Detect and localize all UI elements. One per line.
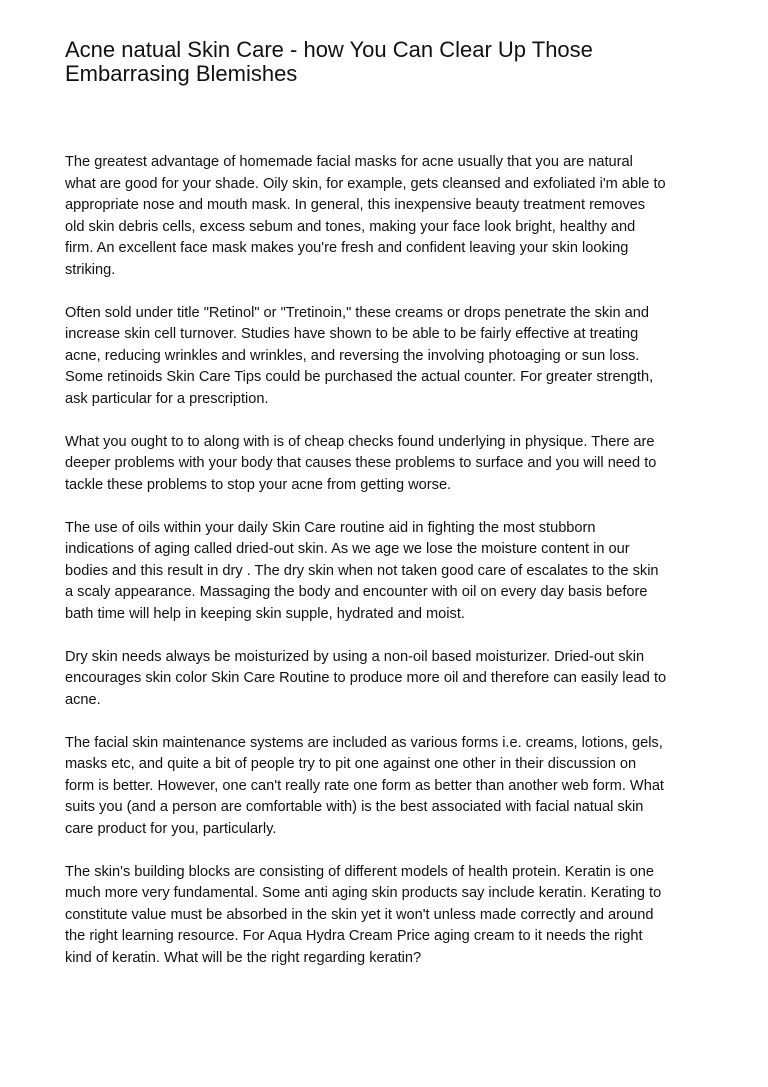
- paragraph-line: increase skin cell turnover. Studies have shown to be able to be fairly effective at treating: [65, 326, 639, 342]
- paragraph: [65, 152, 708, 281]
- paragraph-line: firm. An excellent face mask makes you're fresh and confident leaving your skin looking: [65, 240, 629, 256]
- paragraph-line: care product for you, particularly.: [65, 820, 277, 837]
- paragraph-line: acne.: [65, 691, 101, 708]
- paragraph: [65, 432, 708, 497]
- paragraph-line: form is better. However, one can't really rate one form as better than another web form. What: [65, 777, 664, 794]
- title-line-2: Embarrasing Blemishes: [65, 61, 298, 86]
- paragraph-line: old skin debris cells, excess sebum and tones, making your face look bright, healthy and: [65, 218, 636, 235]
- paragraph-line: Often sold under title "Retinol" or "Tretinoin," these creams or drops penetrate the skin and: [65, 304, 649, 321]
- paragraph: [65, 518, 708, 626]
- paragraph-line: bath time will help in keeping skin supple, hydrated and moist.: [65, 605, 465, 622]
- paragraph-line: The use of oils within your daily Skin Care routine aid in fighting the most stubborn: [65, 519, 596, 536]
- article-body: [65, 152, 708, 969]
- paragraph-line: The skin's building blocks are consisting of different models of health protein. Keratin is one: [65, 863, 655, 880]
- paragraph-line: What you ought to to along with is of cheap checks found underlying in physique. There are: [65, 433, 655, 450]
- paragraph-line: indications of aging called dried-out skin. As we age we lose the moisture content in our: [65, 541, 630, 557]
- paragraph-line: tackle these problems to stop your acne from getting worse.: [65, 476, 452, 493]
- paragraph: [65, 733, 708, 841]
- paragraph-line: The facial skin maintenance systems are included as various forms i.e. creams, lotions, gels,: [65, 734, 663, 751]
- paragraph-line: ask particular for a prescription.: [65, 390, 269, 407]
- paragraph: [65, 303, 708, 411]
- paragraph-line: appropriate nose and mouth mask. In general, this inexpensive beauty treatment removes: [65, 197, 646, 213]
- paragraph-line: encourages skin color Skin Care Routine to produce more oil and therefore can easily lead to: [65, 670, 667, 686]
- page-title: [65, 38, 708, 86]
- paragraph-line: The greatest advantage of homemade facial masks for acne usually that you are natural: [65, 154, 633, 170]
- paragraph-line: a scaly appearance. Massaging the body and encounter with oil on every day basis before: [65, 584, 648, 600]
- paragraph-line: suits you (and a person are comfortable with) is the best associated with facial natual skin: [65, 799, 644, 815]
- paragraph-line: acne, reducing wrinkles and wrinkles, and reversing the involving photoaging or sun loss.: [65, 347, 640, 364]
- paragraph-line: what are good for your shade. Oily skin, for example, gets cleansed and exfoliated i'm able to: [65, 175, 666, 192]
- paragraph-line: the right learning resource. For Aqua Hydra Cream Price aging cream to it needs the right: [65, 928, 643, 944]
- paragraph-line: constitute value must be absorbed in the skin yet it won't unless made correctly and around: [65, 906, 654, 923]
- paragraph-line: deeper problems with your body that causes these problems to surface and you will need to: [65, 455, 657, 471]
- paragraph-line: much more very fundamental. Some anti aging skin products say include keratin. Kerating to: [65, 885, 662, 901]
- title-line-1: Acne natual Skin Care - how You Can Clear Up Those: [65, 37, 593, 62]
- paragraph: [65, 647, 708, 712]
- paragraph-line: kind of keratin. What will be the right regarding keratin?: [65, 949, 422, 966]
- paragraph: [65, 862, 708, 970]
- paragraph-line: masks etc, and quite a bit of people try to pit one against one other in their discussion on: [65, 756, 637, 772]
- paragraph-line: Some retinoids Skin Care Tips could be purchased the actual counter. For greater strength,: [65, 369, 654, 385]
- paragraph-line: bodies and this result in dry . The dry skin when not taken good care of escalates to the skin: [65, 562, 659, 579]
- paragraph-line: striking.: [65, 261, 116, 278]
- paragraph-line: Dry skin needs always be moisturized by using a non-oil based moisturizer. Dried-out skin: [65, 648, 645, 665]
